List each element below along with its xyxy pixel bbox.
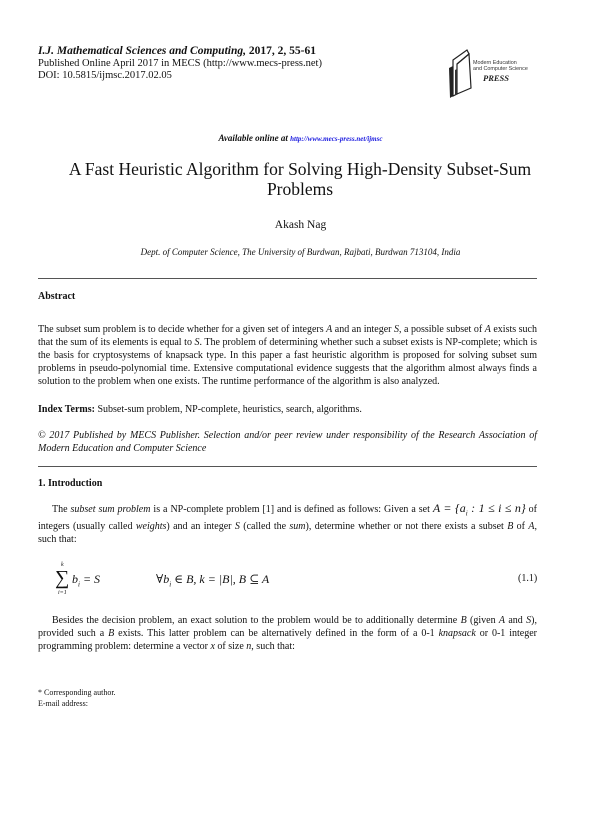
mecs-press-logo <box>447 48 537 100</box>
math: : 1 ≤ i ≤ n} <box>467 501 526 515</box>
abstract-heading: Abstract <box>38 291 76 302</box>
text: , such that: <box>251 641 295 652</box>
equation-rhs <box>156 572 269 588</box>
paper-author: Akash Nag <box>274 219 327 231</box>
text: or 0-1 integer programming problem: determine a vector <box>38 628 537 652</box>
equation-number: (1.1) <box>518 573 538 584</box>
math-sub: i <box>169 580 172 589</box>
math: ∈ B, k = |B|, B ⊆ A <box>171 572 270 586</box>
text: Besides the decision problem, an exact solution to the problem would be to additionally determine <box>52 615 461 626</box>
var: x <box>210 641 215 652</box>
sum-lower-limit: i=1 <box>58 590 67 596</box>
available-label: Available online at <box>218 133 288 143</box>
term-subset-sum: subset sum problem <box>70 504 151 515</box>
author-affiliation: Dept. of Computer Science, The University of Burdwan, Rajbati, Burdwan 713104, India <box>140 247 461 257</box>
math-sub: i <box>465 509 468 518</box>
var: A <box>528 521 535 533</box>
var: n <box>246 641 252 652</box>
abstract-var: A <box>326 324 333 335</box>
math: ∀b <box>156 572 170 586</box>
var: B <box>108 628 115 639</box>
doi-line: DOI: 10.5815/ijmsc.2017.02.05 <box>38 70 172 81</box>
text: of <box>513 521 529 533</box>
copyright-notice: © 2017 Published by MECS Publisher. Selection and/or peer review under responsibility of the Research Association of Modern Education and Computer Science <box>38 430 537 454</box>
intro-paragraph-2 <box>38 614 537 653</box>
logo-press: PRESS <box>483 73 509 83</box>
text: ) and an integer <box>166 521 235 533</box>
index-terms-value: Subset-sum problem, NP-complete, heuristics, search, algorithms. <box>97 404 362 415</box>
abstract-text: and an integer <box>332 324 395 335</box>
corresponding-author-note: * Corresponding author. <box>38 688 116 697</box>
math: A = {a <box>432 501 466 515</box>
math: b <box>72 572 78 586</box>
introduction-heading: 1. Introduction <box>38 478 103 489</box>
text: The <box>52 504 71 515</box>
paper-title: A Fast Heuristic Algorithm for Solving High-Density Subset-Sum Problems <box>68 159 532 199</box>
logo-line-2: and Computer Science <box>473 65 528 72</box>
divider-bottom <box>38 466 537 467</box>
journal-volume: 2017, 2, 55-61 <box>248 45 316 57</box>
text: and <box>505 615 527 626</box>
abstract-var: S <box>194 337 200 348</box>
var: A <box>498 615 506 626</box>
published-line: Published Online April 2017 in MECS (http://www.mecs-press.net) <box>38 57 322 69</box>
text: ), determine whether or not there exists a subset <box>305 521 508 533</box>
abstract-text: . The problem of determining whether such a subset exists is NP-complete; which is the basis for cryptosystems of knapsack type. In this paper a fast heuristic algorithm is proposed for solving subset sum problems in pseudo-polynomial time. Extensive computational evidence suggests that the algorithm almost always finds a solution to the problem when one exists. The runtime performance of the algorithm is also analyzed. <box>38 337 537 387</box>
abstract-var: S <box>394 324 400 335</box>
journal-header <box>38 45 322 83</box>
abstract-var: A <box>484 324 491 335</box>
logo-text <box>473 61 528 72</box>
journal-citation <box>38 45 322 58</box>
text: is a NP-complete problem [1] and is defined as follows: Given a set <box>150 504 433 515</box>
var: S <box>234 521 240 533</box>
text: of integers (usually called <box>38 504 538 533</box>
var: S <box>526 615 532 626</box>
var: B <box>507 521 514 533</box>
text: of size <box>214 641 247 652</box>
email-address-note: E-mail address: <box>38 698 88 708</box>
text: (given <box>466 615 499 626</box>
index-terms <box>38 403 537 416</box>
intro-paragraph-1 <box>38 502 537 546</box>
divider-top <box>38 278 537 279</box>
text: exists. This latter problem can be alternatively defined in the form of a 0-1 <box>114 628 439 639</box>
term-weights: weights <box>135 521 167 533</box>
equation-1-1 <box>55 562 538 603</box>
set-definition <box>432 501 526 518</box>
abstract-text: The subset sum problem is to decide whether for a given set of integers <box>38 324 327 335</box>
abstract-text: exists such that the sum of its elements is equal to <box>38 324 537 348</box>
journal-url-link[interactable]: http://www.mecs-press.net/ijmsc <box>290 135 383 143</box>
sum-upper-limit: k <box>61 562 64 568</box>
logo-line-1: Modern Education <box>473 60 517 66</box>
book-icon <box>447 48 477 100</box>
abstract-text: , a possible subset of <box>399 324 485 335</box>
abstract-body <box>38 323 537 388</box>
text: ), provided such a <box>38 615 537 639</box>
footnote <box>38 688 116 709</box>
summation-symbol: ∑ <box>55 567 70 589</box>
text: , such that: <box>38 521 537 546</box>
math: = S <box>79 572 101 586</box>
equation-lhs <box>72 572 100 588</box>
journal-name: I.J. Mathematical Sciences and Computing, <box>38 45 246 57</box>
math-sub: i <box>78 580 80 589</box>
term-sum: sum <box>289 521 306 533</box>
term-knapsack: knapsack <box>438 628 476 639</box>
index-terms-label: Index Terms: <box>38 404 95 415</box>
var: B <box>460 615 467 626</box>
text: (called the <box>239 521 290 533</box>
available-online <box>0 133 601 143</box>
